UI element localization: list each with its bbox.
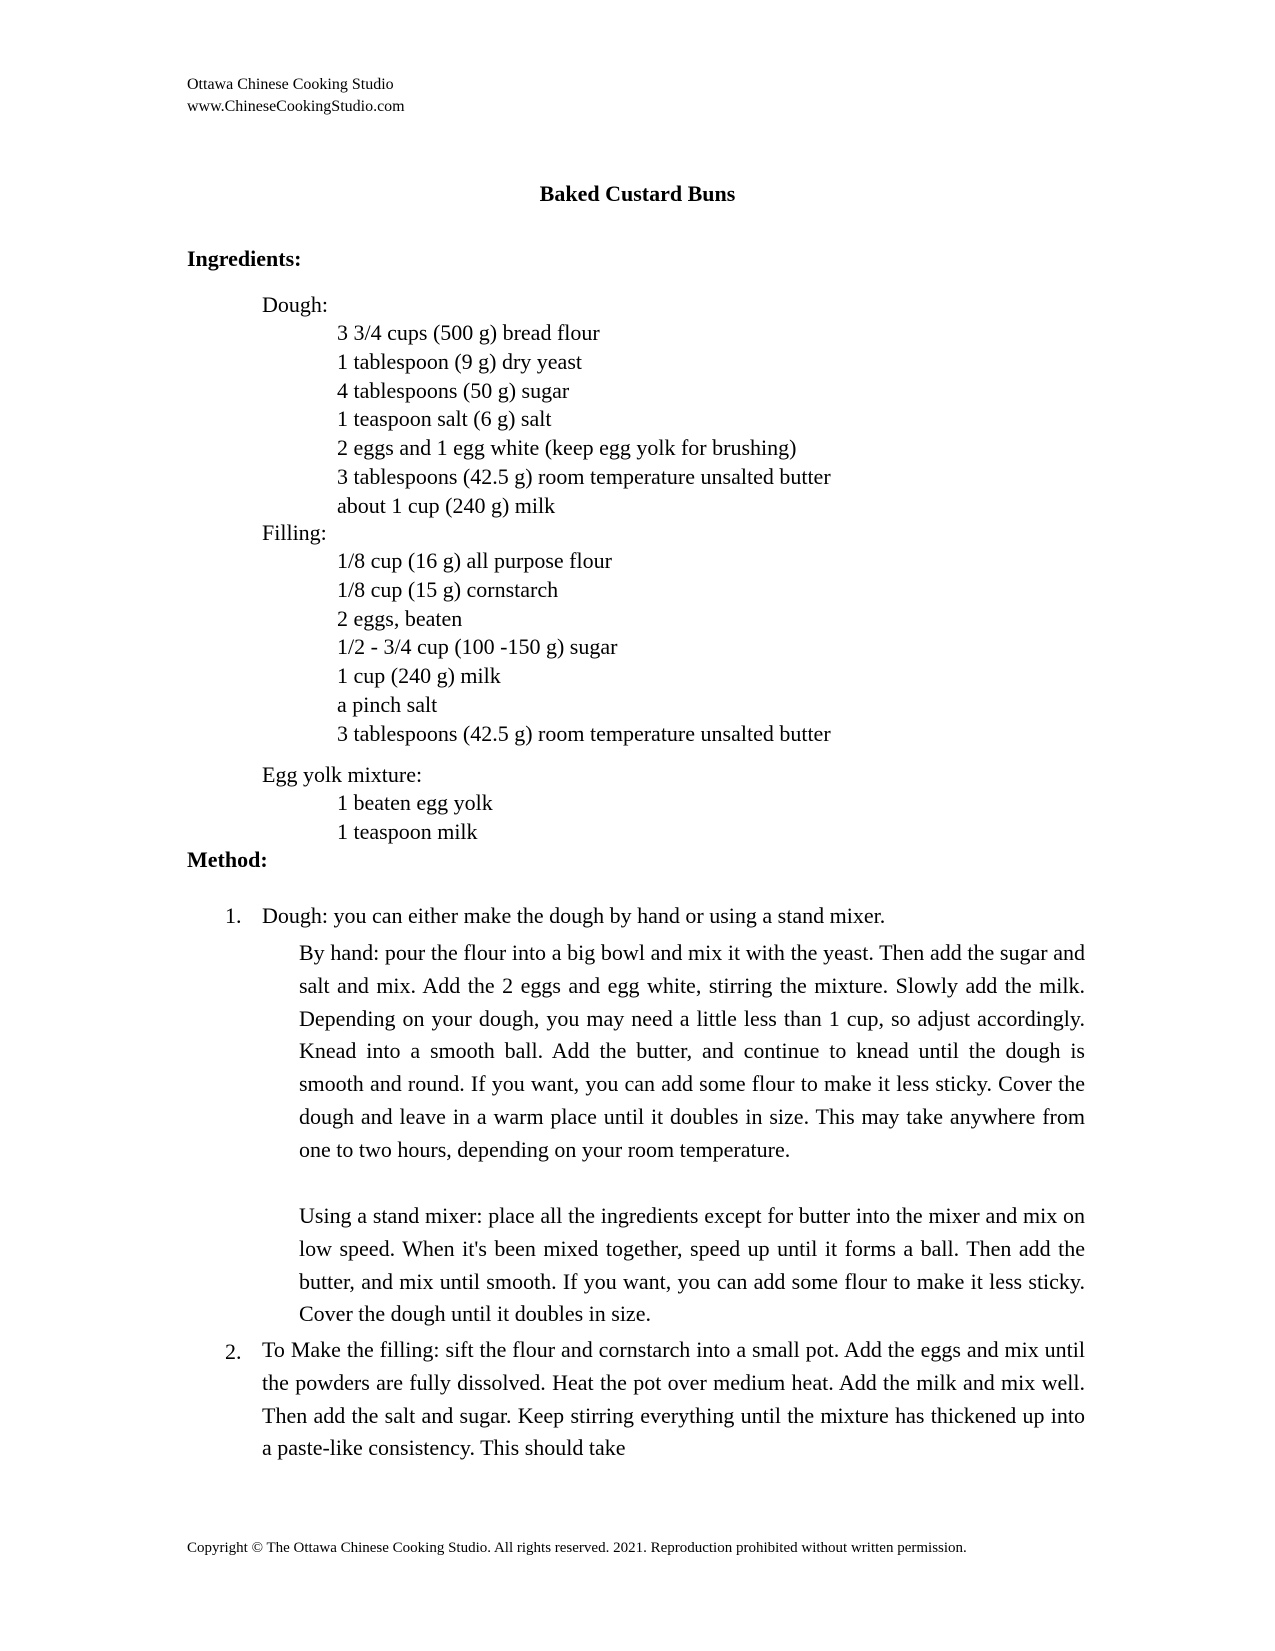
ingredient-item: 1/2 - 3/4 cup (100 -150 g) sugar [337, 634, 618, 660]
ingredients-heading: Ingredients: [187, 246, 302, 271]
studio-name: Ottawa Chinese Cooking Studio [187, 76, 394, 93]
copyright-footer: Copyright © The Ottawa Chinese Cooking Studio. All rights reserved. 2021. Reproduction prohibited without written permission. [187, 1540, 967, 1556]
step-sub-paragraph-by-hand: By hand: pour the flour into a big bowl and mix it with the yeast. Then add the sugar and salt and mix. Add the 2 eggs and egg white, stirring the mixture. Slowly add the milk. Depending on your dough, you may need a little less than 1 cup, so adjust accordingly. Knead into a smooth ball. Add the butter, and continue to knead until the dough is smooth and round. If you want, you can add some flour to make it less sticky. Cover the dough and leave in a warm place until it doubles in size. This may take anywhere from one to two hours, depending on your room temperature. [299, 940, 1085, 1162]
ingredient-item: 3 tablespoons (42.5 g) room temperature unsalted butter [337, 720, 831, 746]
step-sub-paragraph-stand-mixer: Using a stand mixer: place all the ingredients except for butter into the mixer and mix on low speed. When it's been mixed together, speed up until it forms a ball. Then add the butter, and mix until smooth. If you want, you can add some flour to make it less sticky. Cover the dough until it doubles in size. [299, 1203, 1085, 1327]
ingredient-item: about 1 cup (240 g) milk [337, 492, 556, 518]
ingredient-item: 2 eggs and 1 egg white (keep egg yolk for brushing) [337, 435, 797, 461]
ingredient-item: 3 3/4 cups (500 g) bread flour [337, 320, 600, 345]
ingredient-item: 1 teaspoon salt (6 g) salt [337, 406, 552, 432]
filling-ingredient-list [337, 547, 831, 749]
filling-label: Filling: [262, 520, 327, 545]
ingredient-item: 4 tablespoons (50 g) sugar [337, 377, 570, 403]
page-header [187, 74, 405, 118]
method-heading: Method: [187, 847, 268, 872]
ingredient-item: 3 tablespoons (42.5 g) room temperature unsalted butter [337, 463, 831, 489]
step-text: To Make the filling: sift the flour and cornstarch into a small pot. Add the eggs and mix until the powders are fully dissolved. Heat the pot over medium heat. Add the milk and mix well. Then add the salt and sugar. Keep stirring everything until the mixture has thickened up into a paste-like consistency. This should take [262, 1337, 1085, 1461]
egg-yolk-ingredient-list [337, 789, 493, 847]
step-text: Dough: you can either make the dough by hand or using a stand mixer. [262, 903, 886, 928]
dough-ingredient-list [337, 319, 831, 521]
ingredient-item: 2 eggs, beaten [337, 605, 463, 631]
ingredient-item: a pinch salt [337, 691, 438, 717]
dough-label: Dough: [262, 292, 328, 317]
ingredient-item: 1/8 cup (15 g) cornstarch [337, 576, 559, 602]
ingredient-item: 1 cup (240 g) milk [337, 663, 501, 689]
ingredient-item: 1 beaten egg yolk [337, 790, 493, 815]
ingredient-item: 1 tablespoon (9 g) dry yeast [337, 348, 582, 374]
ingredient-item: 1 teaspoon milk [337, 818, 478, 844]
studio-website: www.ChineseCookingStudio.com [187, 98, 405, 115]
step-number: 1. [225, 903, 242, 928]
ingredient-item: 1/8 cup (16 g) all purpose flour [337, 548, 612, 573]
recipe-title: Baked Custard Buns [539, 181, 736, 206]
egg-yolk-mixture-label: Egg yolk mixture: [262, 762, 423, 787]
step-number: 2. [225, 1339, 242, 1364]
